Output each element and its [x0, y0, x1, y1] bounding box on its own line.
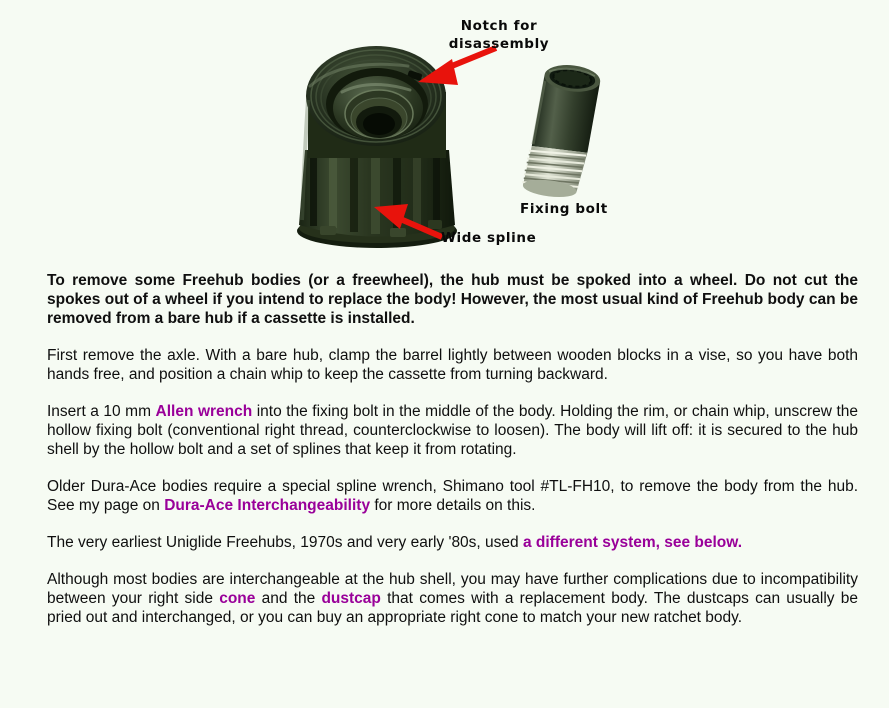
text-run: into the fixing bolt in the middle of the body. Holding the rim, or chain whip, unscrew the hollow fixing bolt (conventional right thread, counterclockwise to loosen). The body will lift off: it is secured to the hub shell by the hollow bolt and a set of splines that keep it from rotating. — [47, 403, 858, 458]
text-run: Older Dura-Ace bodies require a special spline wrench, Shimano tool #TL-FH10, to remove the body from the hub. See my page on — [47, 478, 858, 514]
freehub-photo-figure — [0, 0, 889, 256]
text-run: To remove some Freehub bodies (or a freewheel), the hub must be spoked into a wheel. Do not cut the spokes out of a wheel if you intend to replace the body! However, the most usual kind of Freehub body can be removed from a bare hub if a cassette is installed. — [47, 272, 858, 327]
dustcap-link[interactable]: dustcap — [321, 590, 381, 607]
text-run: Insert a 10 mm — [47, 403, 156, 420]
fixing-bolt-photo — [521, 61, 602, 201]
fixing-bolt-label: Fixing bolt — [520, 201, 608, 217]
text-run: First remove the axle. With a bare hub, clamp the barrel lightly between wooden blocks in a vise, so you have both hands free, and position a chain whip to keep the cassette from turning backward. — [47, 347, 858, 383]
allen-wrench-link[interactable]: Allen wrench — [155, 403, 253, 420]
article — [0, 256, 889, 627]
notch-label — [421, 17, 577, 53]
different-system-link[interactable]: a different system, see below. — [522, 534, 743, 551]
uniglide-paragraph — [47, 533, 858, 552]
text-run: Although most bodies are interchangeable at the hub shell, you may have further complications due to incompatibility between your right side — [47, 571, 858, 607]
text-run: The very earliest Uniglide Freehubs, 1970s and very early '80s, used — [47, 534, 523, 551]
intro-paragraph — [47, 271, 858, 328]
notch-label-line2: disassembly — [448, 36, 550, 52]
notch-label-line1: Notch for — [460, 18, 538, 34]
text-run: that comes with a replacement body. The dustcaps can usually be pried out and interchanged, or you can buy an appropriate right cone to match your new ratchet body. — [47, 590, 858, 626]
remove-axle-paragraph — [47, 346, 858, 384]
allen-wrench-paragraph — [47, 402, 858, 459]
interchangeable-paragraph — [47, 570, 858, 627]
dura-ace-interchangeability-link[interactable]: Dura-Ace Interchangeability — [164, 497, 371, 514]
dura-ace-paragraph — [47, 477, 858, 515]
text-run: for more details on this. — [370, 497, 536, 514]
cone-link[interactable]: cone — [219, 590, 256, 607]
text-run: and the — [255, 590, 322, 607]
wide-spline-label: Wide spline — [441, 230, 537, 246]
